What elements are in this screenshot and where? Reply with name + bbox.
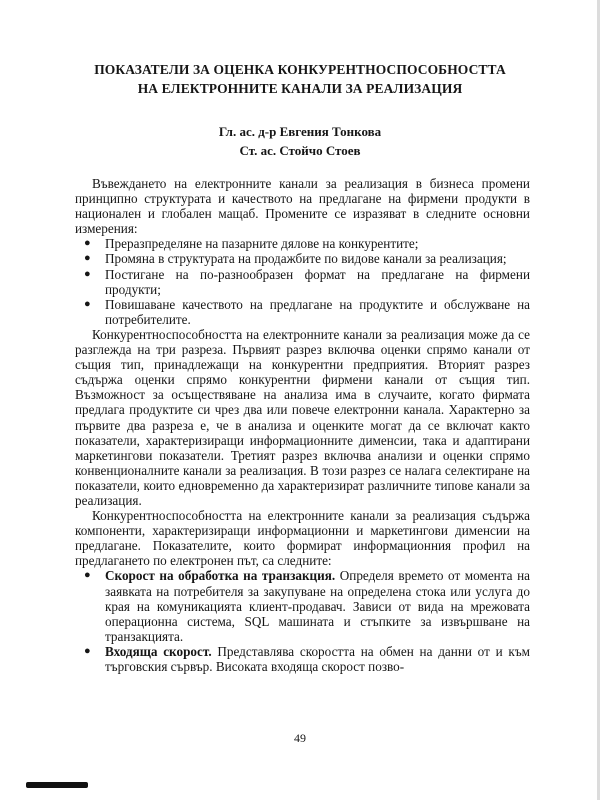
bullet-icon: ● [84, 267, 91, 280]
bullet-icon: ● [84, 644, 91, 657]
author-2: Ст. ас. Стойчо Стоев [239, 143, 361, 158]
intro-paragraph: Въвеждането на електронните канали за реализация в бизнеса промени принципно структурата и качеството на предлагане на фирмени продукти в национален и глобален мащаб. Промените се изразяват в следните основни измерения: [75, 176, 530, 237]
title-line-1: ПОКАЗАТЕЛИ ЗА ОЦЕНКА КОНКУРЕНТНОСПОСОБНОСТТА [94, 62, 506, 77]
indicator-description: Определя времето от момента на заявката на потребителя за закупуване на определена стока или услуга до края на комуникацията клиент-продавач. Зависи от вида на мрежовата операционна система, SQL машината и стъпките за извършване на транзакцията. [105, 568, 530, 644]
title-line-2: НА ЕЛЕКТРОННИТЕ КАНАЛИ ЗА РЕАЛИЗАЦИЯ [137, 81, 463, 96]
list-item [75, 236, 530, 251]
list-item-text: Повишаване качеството на предлагане на продуктите и обслужване на потребителите. [105, 296, 530, 327]
indicators-list [75, 568, 530, 674]
list-item [75, 297, 530, 327]
competitiveness-paragraph: Конкурентноспособността на електронните канали за реализация може да се разглежда на три разреза. Първият разрез включва оценки спрямо канали от същия тип, принадлежащи на конкурентни предприятия. Вторият разрез съдържа оценки спрямо конкурентни фирмени канали от същия тип. Възможност за осъществяване на анализа има в случаите, когато фирмата предлага продуктите си чрез два или повече електронни канала. Характерно за първите два разреза е, че в анализа и оценките могат да се включат както показатели, характеризиращи информационните дименсии, така и адаптирани маркетингови показатели. Третият разрез включва анализи и оценки спрямо конвенционалните канали за реализация. В този разрез се налага селектиране на показатели, които едновременно да характеризират различните типове канали за реализация. [75, 326, 530, 508]
list-item [75, 568, 530, 643]
indicator-description: Представлява скоростта на обмен на данни от и към търговския сървър. Високата входяща скорост позво- [105, 643, 530, 674]
list-item [75, 267, 530, 297]
list-item-text: Преразпределяне на пазарните дялове на конкурентите; [105, 236, 419, 252]
list-item-text: Постигане на по-разнообразен формат на предлагане на фирмени продукти; [105, 266, 530, 297]
indicator-term: Входяща скорост. [105, 643, 212, 659]
author-1: Гл. ас. д-р Евгения Тонкова [218, 124, 382, 139]
dimensions-list [75, 236, 530, 327]
list-item [75, 644, 530, 674]
list-item-text: Промяна в структурата на продажбите по видове канали за реализация; [105, 251, 507, 267]
page-number: 49 [294, 731, 306, 745]
list-item [75, 251, 530, 266]
bullet-icon: ● [84, 252, 91, 265]
bullet-icon: ● [84, 297, 91, 310]
scan-edge-mark [26, 782, 88, 788]
paper-title [40, 60, 560, 98]
indicator-term: Скорост на обработка на транзакция. [105, 568, 336, 584]
bullet-icon: ● [84, 569, 91, 582]
bullet-icon: ● [84, 237, 91, 250]
authors-block [0, 122, 600, 160]
paper-body [75, 176, 530, 674]
indicators-paragraph: Конкурентноспособността на електронните канали за реализация съдържа компоненти, характеризиращи информационни и маркетингови дименсии на предлагане. Показателите, които формират информационния профил на предлагането по електронен път, са следните: [75, 508, 530, 569]
